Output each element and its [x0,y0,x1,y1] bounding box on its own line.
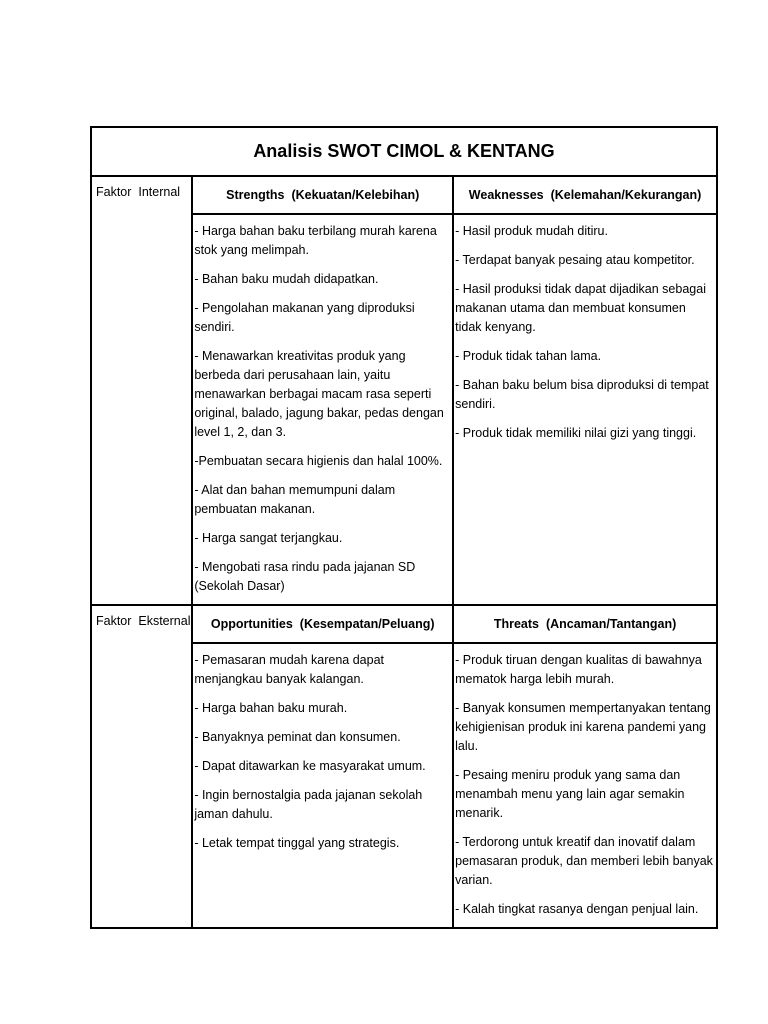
opportunities-cell [192,643,453,928]
opportunities-header: Opportunities (Kesempatan/Peluang) [192,605,453,643]
list-item: - Harga bahan baku terbilang murah karena stok yang melimpah. [194,224,437,257]
weaknesses-list [454,215,716,451]
external-header-row [91,605,717,643]
external-factor-label: Faktor Eksternal [91,605,192,928]
list-item: - Mengobati rasa rindu pada jajanan SD (Sekolah Dasar) [194,560,416,593]
list-item: - Hasil produksi tidak dapat dijadikan sebagai makanan utama dan membuat konsumen tidak kenyang. [455,282,706,334]
opportunities-list [193,644,452,861]
list-item: - Bahan baku belum bisa diproduksi di tempat sendiri. [455,378,709,411]
strengths-list [193,215,452,604]
list-item: -Pembuatan secara higienis dan halal 100%. [194,454,443,468]
swot-table [90,126,718,929]
list-item: - Banyak konsumen mempertanyakan tentang kehigienisan produk ini karena pandemi yang lalu. [455,701,711,753]
list-item: - Produk tiruan dengan kualitas di bawahnya mematok harga lebih murah. [455,653,702,686]
list-item: - Pesaing meniru produk yang sama dan menambah menu yang lain agar semakin menarik. [455,768,685,820]
list-item: - Terdapat banyak pesaing atau kompetitor. [455,253,695,267]
internal-factor-label: Faktor Internal [91,176,192,605]
list-item: - Terdorong untuk kreatif dan inovatif dalam pemasaran produk, dan memberi lebih banyak varian. [455,835,713,887]
strengths-cell [192,214,453,605]
threats-list [454,644,716,927]
list-item: - Menawarkan kreativitas produk yang berbeda dari perusahaan lain, yaitu menawarkan berbagai macam rasa seperti original, balado, jagung bakar, pedas dengan level 1, 2, dan 3. [194,349,444,439]
strengths-header: Strengths (Kekuatan/Kelebihan) [192,176,453,214]
threats-header: Threats (Ancaman/Tantangan) [453,605,717,643]
title-row [91,127,717,176]
threats-cell [453,643,717,928]
list-item: - Produk tidak tahan lama. [455,349,602,363]
list-item: - Hasil produk mudah ditiru. [455,224,608,238]
list-item: - Pemasaran mudah karena dapat menjangkau banyak kalangan. [194,653,385,686]
list-item: - Kalah tingkat rasanya dengan penjual lain. [455,902,699,916]
list-item: - Ingin bernostalgia pada jajanan sekolah jaman dahulu. [194,788,423,821]
list-item: - Harga bahan baku murah. [194,701,348,715]
list-item: - Produk tidak memiliki nilai gizi yang tinggi. [455,426,697,440]
list-item: - Banyaknya peminat dan konsumen. [194,730,401,744]
swot-title: Analisis SWOT CIMOL & KENTANG [91,127,717,176]
list-item: - Bahan baku mudah didapatkan. [194,272,379,286]
list-item: - Dapat ditawarkan ke masyarakat umum. [194,759,426,773]
list-item: - Letak tempat tinggal yang strategis. [194,836,400,850]
list-item: - Pengolahan makanan yang diproduksi sendiri. [194,301,415,334]
weaknesses-cell [453,214,717,605]
weaknesses-header: Weaknesses (Kelemahan/Kekurangan) [453,176,717,214]
list-item: - Harga sangat terjangkau. [194,531,343,545]
internal-header-row [91,176,717,214]
list-item: - Alat dan bahan memumpuni dalam pembuatan makanan. [194,483,396,516]
